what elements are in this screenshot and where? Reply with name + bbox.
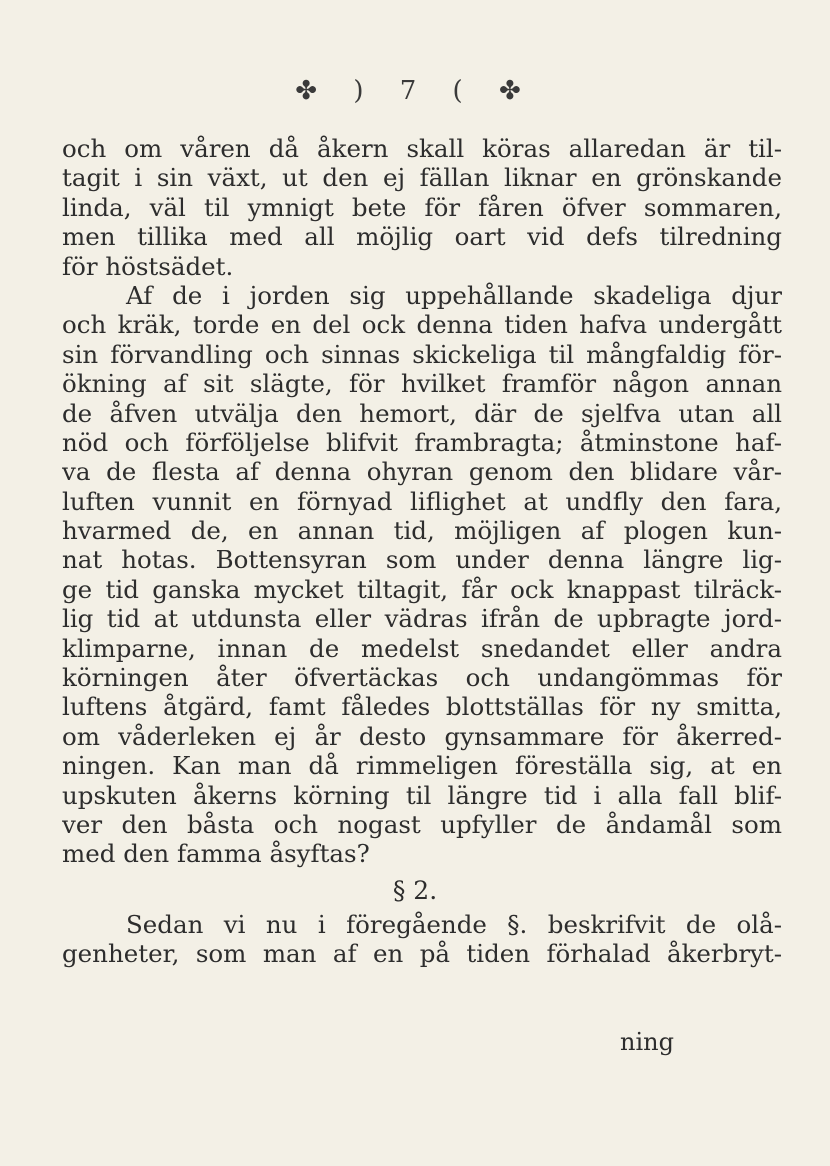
paragraph-1 <box>62 134 782 281</box>
page-header <box>0 76 830 106</box>
text-line: ningen. Kan man då rimmeligen föreställa sig, at en <box>62 751 782 781</box>
text-line: luftens åtgärd, famt fåledes blottställas för ny smitta, <box>62 692 782 722</box>
section-mark: § 2. <box>392 876 438 905</box>
text-line: tagit i sin växt, ut den ej fällan liknar en grönskande <box>62 163 782 193</box>
page-number-ornament: ✤ ) 7 ( ✤ <box>295 76 535 106</box>
text-line: luften vunnit en förnyad liflighet at undfly den fara, <box>62 486 782 516</box>
text-line: hvarmed de, en annan tid, möjligen af plogen kun- <box>62 516 782 546</box>
text-line: Sedan vi nu i föregående §. beskrifvit de olå- <box>126 910 782 939</box>
catchword: ning <box>620 1028 674 1056</box>
text-line: ver den båsta och nogast upfyller de åndamål som <box>62 809 782 839</box>
text-line: lig tid at utdunsta eller vädras ifrån de upbragte jord- <box>62 604 782 634</box>
text-line: ge tid ganska mycket tiltagit, får ock knappast tilräck- <box>62 574 782 604</box>
paragraph-3 <box>62 910 782 969</box>
text-line: upskuten åkerns körning til längre tid i alla fall blif- <box>62 780 782 810</box>
section-heading <box>0 876 830 905</box>
text-line: med den famma åsyftas? <box>62 839 370 869</box>
text-line: genheter, som man af en på tiden förhalad åkerbryt- <box>62 939 782 969</box>
text-line: sin förvandling och sinnas skickeliga til mångfaldig för- <box>62 339 782 369</box>
text-line: och om våren då åkern skall köras allaredan är til- <box>62 134 782 163</box>
text-line: nöd och förföljelse blifvit frambragta; åtminstone haf- <box>62 427 782 457</box>
text-line: för höstsädet. <box>62 251 234 281</box>
text-line: nat hotas. Bottensyran som under denna längre lig- <box>62 545 782 575</box>
text-line: de åfven utvälja den hemort, där de sjelfva utan all <box>62 398 782 428</box>
text-line: va de flesta af denna ohyran genom den blidare vår- <box>62 457 782 487</box>
paragraph-2 <box>62 281 782 869</box>
text-line: men tillika med all möjlig oart vid defs tilredning <box>62 222 782 252</box>
text-line: körningen åter öfvertäckas och undangömmas för <box>62 663 782 693</box>
main-text <box>62 134 782 869</box>
text-line: om våderleken ej år desto gynsammare för åkerred- <box>62 721 782 751</box>
text-line: linda, väl til ymnigt bete för fåren öfver sommaren, <box>62 192 782 222</box>
text-line: och kräk, torde en del ock denna tiden hafva undergått <box>62 310 782 340</box>
text-line: Af de i jorden sig uppehållande skadeliga djur <box>126 280 782 310</box>
text-line: klimparne, innan de medelst snedandet eller andra <box>62 633 782 663</box>
text-line: ökning af sit slägte, för hvilket framför någon annan <box>62 369 782 399</box>
